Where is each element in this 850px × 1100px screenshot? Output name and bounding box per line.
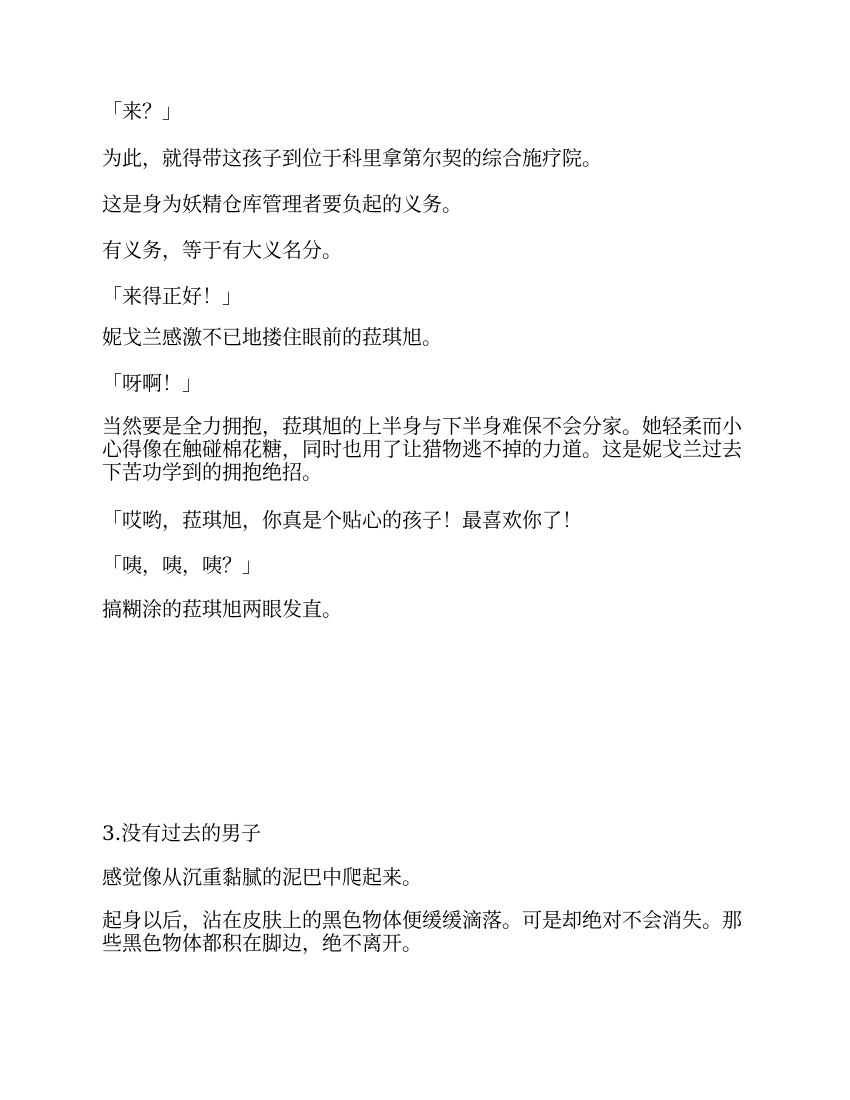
paragraph: 为此，就得带这孩子到位于科里拿第尔契的综合施疗院。: [102, 146, 602, 170]
paragraph: 这是身为妖精仓库管理者要负起的义务。: [102, 192, 462, 216]
section-heading: 3.没有过去的男子: [102, 821, 262, 845]
paragraph: 当然要是全力拥抱，菈琪旭的上半身与下半身难保不会分家。她轻柔而小心得像在触碰棉花糖，同时也用了让猎物逃不掉的力道。这是妮戈兰过去下苦功学到的拥抱绝招。: [102, 414, 742, 484]
paragraph: 「咦，咦，咦？」: [102, 553, 262, 577]
document-page: [102, 0, 748, 1100]
paragraph: 「哎哟，菈琪旭，你真是个贴心的孩子！最喜欢你了！: [102, 508, 582, 532]
paragraph: 搞糊涂的菈琪旭两眼发直。: [102, 597, 342, 621]
paragraph: 妮戈兰感激不已地搂住眼前的菈琪旭。: [102, 325, 442, 349]
paragraph: 「来？」: [102, 99, 182, 123]
paragraph: 「呀啊！」: [102, 371, 202, 395]
paragraph: 起身以后，沾在皮肤上的黑色物体便缓缓滴落。可是却绝对不会消失。那些黑色物体都积在脚边，绝不离开。: [102, 908, 742, 955]
paragraph: 感觉像从沉重黏腻的泥巴中爬起来。: [102, 865, 422, 889]
paragraph: 「来得正好！」: [102, 284, 242, 308]
paragraph: 有义务，等于有大义名分。: [102, 238, 342, 262]
